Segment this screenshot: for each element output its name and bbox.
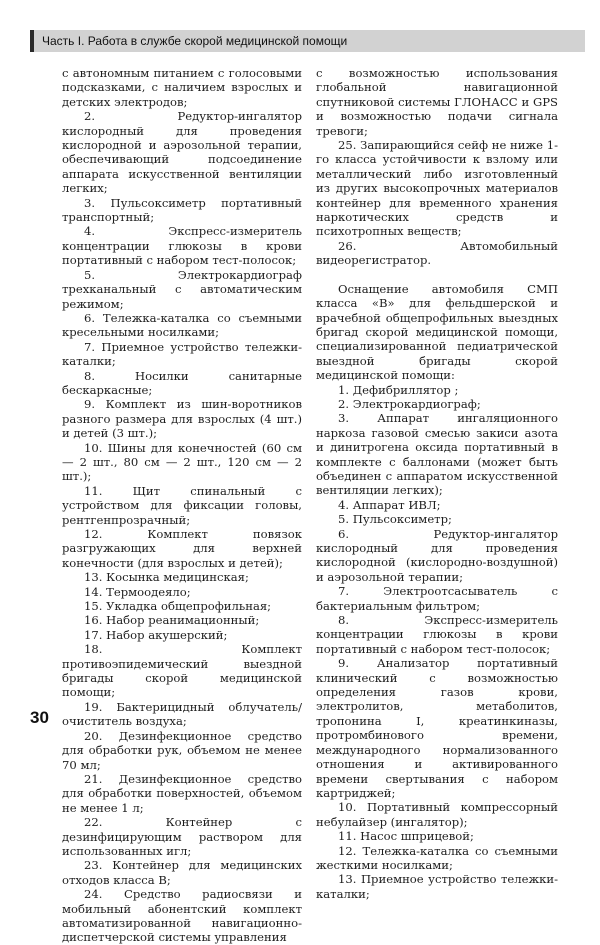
list-item: 6. Редуктор-ингалятор кислородный для проведения кислородной (кислородно-воздушной) и аэрозольной терапии; xyxy=(316,526,558,584)
list-item: 26. Автомобильный видеорегистратор. xyxy=(316,238,558,268)
list-item: 21. Дезинфекционное средство для обработки поверхностей, объемом не менее 1 л; xyxy=(62,771,302,815)
list-item: 20. Дезинфекционное средство для обработки рук, объемом не менее 70 мл; xyxy=(62,728,302,772)
list-item: 15. Укладка общепрофильная; xyxy=(84,599,272,614)
list-item: 2. Электрокардиограф; xyxy=(338,396,481,411)
left-text-column xyxy=(62,66,302,945)
list-item: 5. Пульсоксиметр; xyxy=(338,512,452,527)
list-item: 9. Анализатор портативный клинический с возможностью определения газов крови, электролитов, метаболитов, тропонина I, креатинкиназы, протромбинового времени, международного нормализованного отношения и активированного времени свертывания с набором картриджей; xyxy=(316,656,558,800)
page-number: 30 xyxy=(30,708,49,727)
list-item: 7. Электроотсасыватель с бактериальным фильтром; xyxy=(316,584,558,613)
list-item: 1. Дефибриллятор ; xyxy=(338,382,459,397)
list-item: 17. Набор акушерский; xyxy=(84,627,228,642)
continued-paragraph: с возможностью использования глобальной навигационной спутниковой системы ГЛОНАСС и GPS и возможностью подачи сигнала тревоги; xyxy=(316,66,558,138)
list-item: 23. Контейнер для медицинских отходов класса В; xyxy=(62,858,302,887)
right-text-column xyxy=(316,66,558,901)
list-item: 3. Аппарат ингаляционного наркоза газовой смесью закиси азота и динитрогена оксида портативный в комплекте с баллонами (может быть объединен с аппаратом искусственной вентиляции легких); xyxy=(316,411,558,498)
list-item: 4. Аппарат ИВЛ; xyxy=(338,497,441,512)
list-item: 8. Носилки санитарные бескаркасные; xyxy=(62,368,302,397)
running-header-title: Часть I. Работа в службе скорой медицинской помощи xyxy=(42,34,348,48)
list-item: Оснащение автомобиля СМП класса «В» для фельдшерской и врачебной общепрофильных выездных бригад скорой медицинской помощи, специализированной педиатрической выездной бригады скорой медицинской помощи: xyxy=(316,281,558,383)
list-item: 6. Тележка-каталка со съемными кресельными носилками; xyxy=(62,310,302,340)
list-item: 10. Шины для конечностей (60 см — 2 шт., 80 см — 2 шт., 120 см — 2 шт.); xyxy=(62,440,302,484)
list-item: 24. Средство радиосвязи и мобильный абонентский комплект автоматизированной навигационно-диспетчерской системы управления xyxy=(62,887,302,945)
continued-paragraph: с автономным питанием с голосовыми подсказками, с наличием взрослых и детских электродов; xyxy=(62,66,302,109)
list-item: 22. Контейнер с дезинфицирующим раствором для использованных игл; xyxy=(62,815,302,858)
list-item: 11. Насос шприцевой; xyxy=(338,829,474,844)
running-header xyxy=(30,30,585,52)
list-item: 16. Набор реанимационный; xyxy=(84,613,260,628)
list-item: 5. Электрокардиограф трехканальный с автоматическим режимом; xyxy=(62,267,302,311)
list-item: 25. Запирающийся сейф не ниже 1-го класса устойчивости к взлому или металлический либо изготовленный из других высокопрочных материалов контейнер для временного хранения наркотических средств и психотропных веществ; xyxy=(316,138,558,239)
list-item: 11. Щит спинальный с устройством для фиксации головы, рентгенпрозрачный; xyxy=(62,483,302,527)
list-item: 12. Комплект повязок разгружающих для верхней конечности (для взрослых и детей); xyxy=(62,527,302,570)
list-item: 13. Косынка медицинская; xyxy=(84,570,249,585)
list-item: 18. Комплект противоэпидемический выездной бригады скорой медицинской помощи; xyxy=(62,642,302,700)
list-item: 2. Редуктор-ингалятор кислородный для проведения кислородной и аэрозольной терапии, обеспечивающий подсоединение аппарата искусственной вентиляции легких; xyxy=(62,109,302,196)
list-item: 9. Комплект из шин-воротников разного размера для взрослых (4 шт.) и детей (3 шт.); xyxy=(62,397,302,441)
list-item: 8. Экспресс-измеритель концентрации глюкозы в крови портативный с набором тест-полосок; xyxy=(316,613,558,656)
list-item: 14. Термоодеяло; xyxy=(84,584,191,599)
list-item: 10. Портативный компрессорный небулайзер (ингалятор); xyxy=(316,800,558,829)
list-item: 12. Тележка-каталка со съемными жесткими носилками; xyxy=(316,843,558,872)
list-item: 19. Бактерицидный облучатель/очиститель воздуха; xyxy=(62,699,302,729)
list-item: 3. Пульсоксиметр портативный транспортный; xyxy=(62,195,302,225)
list-item: 13. Приемное устройство тележки-каталки; xyxy=(316,872,558,901)
list-item: 4. Экспресс-измеритель концентрации глюкозы в крови портативный с набором тест-полосок; xyxy=(62,224,302,268)
list-item: 7. Приемное устройство тележки-каталки; xyxy=(62,339,302,369)
